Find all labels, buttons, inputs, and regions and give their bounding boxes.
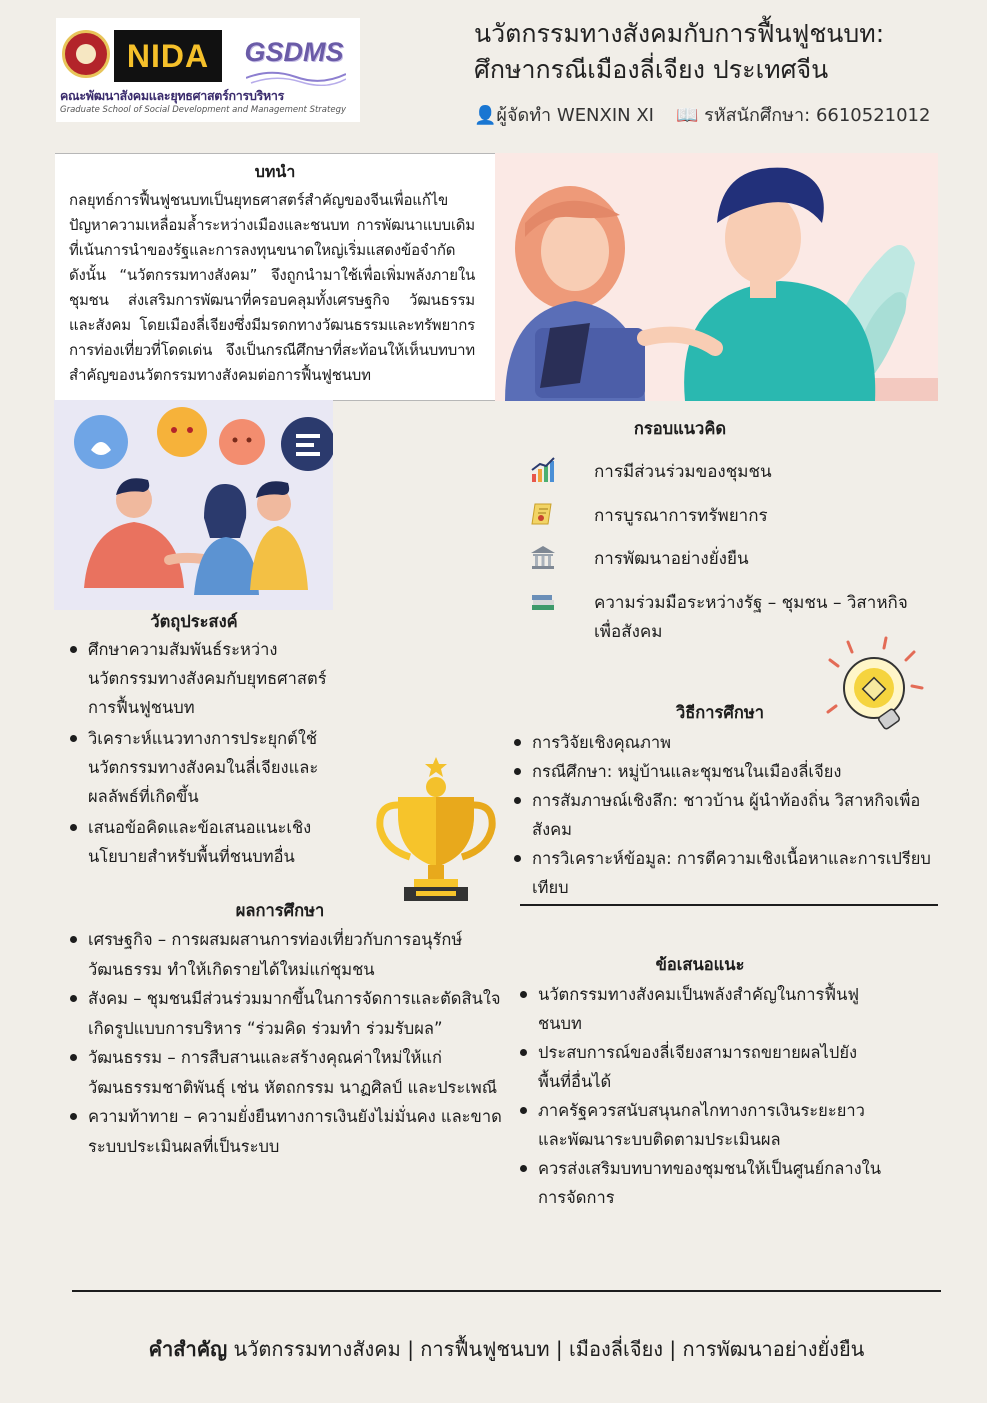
author-name: 👤ผู้จัดทำ WENXIN XI: [474, 105, 654, 126]
list-item: ประสบการณ์ของลี่เจียงสามารถขยายผลไปยังพื้นที่อื่นได้: [520, 1038, 890, 1096]
list-item: การสัมภาษณ์เชิงลึก: ชาวบ้าน ผู้นำท้องถิ่น วิสาหกิจเพื่อสังคม: [514, 786, 934, 844]
framework-label: การมีส่วนร่วมของชุมชน: [594, 462, 772, 482]
framework-heading: กรอบแนวคิด: [633, 419, 727, 438]
list-item: วิเคราะห์แนวทางการประยุกต์ใช้นวัตกรรมทางสังคมในลี่เจียงและผลลัพธ์ที่เกิดขึ้น: [70, 724, 330, 811]
growth-chart-icon: [530, 456, 556, 484]
byline: [474, 100, 974, 129]
results-list: [70, 925, 510, 1161]
list-item: วัฒนธรรม – การสืบสานและสร้างคุณค่าใหม่ให้แก่วัฒนธรรมชาติพันธุ์ เช่น หัตถกรรม นาฏศิลป์ และประเพณี: [70, 1043, 510, 1102]
scroll-icon: [530, 500, 556, 528]
faculty-name-thai: คณะพัฒนาสังคมและยุทธศาสตร์การบริหาร: [60, 88, 285, 103]
framework-label: ความร่วมมือระหว่างรัฐ – ชุมชน – วิสาหกิจเพื่อสังคม: [594, 593, 908, 642]
faculty-name-english: Graduate School of Social Development and Management Strategy: [60, 105, 346, 115]
trophy-icon: [376, 755, 496, 907]
list-item: นวัตกรรมทางสังคมเป็นพลังสำคัญในการฟื้นฟูชนบท: [520, 980, 890, 1038]
list-item: ควรส่งเสริมบทบาทของชุมชนให้เป็นศูนย์กลางในการจัดการ: [520, 1154, 890, 1212]
gsdms-logo: GSDMS: [244, 37, 344, 67]
methods-list: [514, 728, 934, 902]
list-item: ภาครัฐควรสนับสนุนกลไกทางการเงินระยะยาวและพัฒนาระบบติดตามประเมินผล: [520, 1096, 890, 1154]
government-building-icon: [530, 543, 556, 571]
community-group-illustration: [54, 400, 333, 610]
list-item: เศรษฐกิจ – การผสมผสานการท่องเที่ยวกับการอนุรักษ์วัฒนธรรม ทำให้เกิดรายได้ใหม่แก่ชุมชน: [70, 925, 510, 984]
results-heading: ผลการศึกษา: [235, 901, 325, 920]
intro-heading: บทนำ: [254, 162, 296, 181]
recommendations-list: [520, 980, 890, 1212]
objectives-heading: วัตถุประสงค์: [150, 612, 238, 631]
title-line-1: นวัตกรรมทางสังคมกับการฟื้นฟูชนบท:: [474, 19, 885, 48]
intro-section: [55, 153, 495, 401]
framework-label: การบูรณาการทรัพยากร: [594, 506, 768, 526]
lightbulb-icon: [818, 630, 930, 742]
list-item: กรณีศึกษา: หมู่บ้านและชุมชนในเมืองลี่เจียง: [514, 757, 934, 786]
list-item: ศึกษาความสัมพันธ์ระหว่างนวัตกรรมทางสังคมกับยุทธศาสตร์การฟื้นฟูชนบท: [70, 635, 330, 722]
student-id: 📖 รหัสนักศึกษา: 6610521012: [676, 105, 931, 126]
objectives-list: [70, 635, 330, 873]
gsdms-wave-icon: [246, 68, 346, 86]
list-item: การวิเคราะห์ข้อมูล: การตีความเชิงเนื้อหาและการเปรียบเทียบ: [514, 844, 934, 902]
footer-divider: [72, 1290, 941, 1292]
methods-heading: วิธีการศึกษา: [675, 703, 765, 722]
nida-emblem-icon: [62, 30, 110, 78]
keywords-label: คำสำคัญ: [148, 1337, 228, 1361]
people-discussion-illustration: [495, 153, 938, 401]
keywords-line: [72, 1333, 941, 1365]
books-icon: [530, 587, 556, 615]
intro-paragraph: กลยุทธ์การฟื้นฟูชนบทเป็นยุทธศาสตร์สำคัญของจีนเพื่อแก้ไขปัญหาความเหลื่อมล้ำระหว่างเมืองและชนบท การพัฒนาแบบเดิมที่เน้นการนำของรัฐและการลงทุนขนาดใหญ่เริ่มแสดงข้อจำกัด ดังนั้น “นวัตกรรมทางสังคม” จึงถูกนำมาใช้เพื่อเพิ่มพลังภายในชุมชน ส่งเสริมการพัฒนาที่ครอบคลุมทั้งเศรษฐกิจ วัฒนธรรม และสังคม โดยเมืองลี่เจียงซึ่งมีมรดกทางวัฒนธรรมและทรัพยากรการท่องเที่ยวที่โดดเด่น จึงเป็นกรณีศึกษาที่สะท้อนให้เห็นบทบาทสำคัญของนวัตกรรมทางสังคมต่อการฟื้นฟูชนบท: [69, 191, 475, 384]
logo-banner: [56, 18, 360, 122]
nida-logo: NIDA: [114, 30, 222, 82]
recommendations-heading: ข้อเสนอแนะ: [655, 955, 745, 974]
section-divider: [520, 904, 938, 906]
framework-label: การพัฒนาอย่างยั่งยืน: [594, 549, 749, 569]
list-item: ความท้าทาย – ความยั่งยืนทางการเงินยังไม่มั่นคง และขาดระบบประเมินผลที่เป็นระบบ: [70, 1102, 510, 1161]
list-item: เสนอข้อคิดและข้อเสนอแนะเชิงนโยบายสำหรับพื้นที่ชนบทอื่น: [70, 813, 330, 871]
page-title: [474, 16, 974, 88]
title-line-2: ศึกษากรณีเมืองลี่เจียง ประเทศจีน: [474, 55, 829, 84]
keywords-text: นวัตกรรมทางสังคม | การฟื้นฟูชนบท | เมืองลี่เจียง | การพัฒนาอย่างยั่งยืน: [227, 1337, 865, 1361]
list-item: สังคม – ชุมชนมีส่วนร่วมมากขึ้นในการจัดการและตัดสินใจ เกิดรูปแบบการบริหาร “ร่วมคิด ร่วมทำ ร่วมรับผล”: [70, 984, 510, 1043]
list-item: การวิจัยเชิงคุณภาพ: [514, 728, 934, 757]
